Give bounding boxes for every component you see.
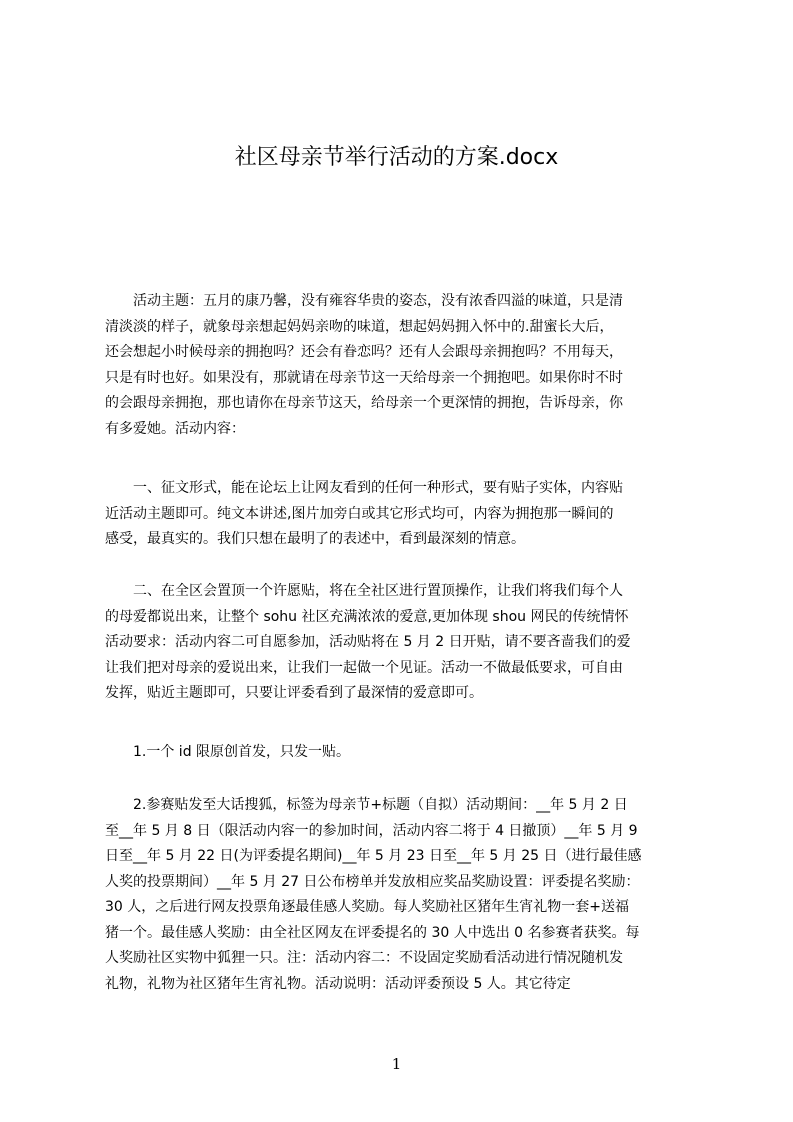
paragraph-line: 活动要求：活动内容二可自愿参加，活动贴将在 5 月 2 日开贴，请不要吝啬我们的爱	[105, 634, 631, 650]
paragraph-line: 清淡淡的样子，就象母亲想起妈妈亲吻的味道，想起妈妈拥入怀中的.甜蜜长大后，	[105, 318, 614, 335]
paragraph-line: 近活动主题即可。纯文本讲述,图片加旁白或其它形式均可，内容为拥抱那一瞬间的	[105, 505, 614, 522]
paragraph-line: 30 人，之后进行网友投票角逐最佳感人奖励。每人奖励社区猪年生宵礼物一套+送福	[105, 899, 629, 915]
paragraph-rule-two	[105, 793, 701, 997]
paragraph-line: 1.一个 id 限原创首发，只发一贴。	[105, 744, 351, 760]
paragraph-line: 猪一个。最佳感人奖励：由全社区网友在评委提名的 30 人中选出 0 名参赛者获奖。每	[105, 924, 640, 941]
page-number: 1	[391, 1055, 402, 1073]
paragraph-line: 人奖励社区实物中狐狸一只。注：活动内容二：不设固定奖励看活动进行情况随机发	[105, 950, 623, 966]
paragraph-line: 至__年 5 月 8 日（限活动内容一的参加时间，活动内容二将于 4 日撤顶）__年 5 月 9	[105, 822, 638, 839]
paragraph-line: 一、征文形式，能在论坛上让网友看到的任何一种形式，要有贴子实体，内容贴	[105, 480, 623, 496]
paragraph-line: 发挥，贴近主题即可，只要让评委看到了最深情的爱意即可。	[105, 685, 483, 701]
paragraph-line: 人奖的投票期间）__年 5 月 27 日公布榜单并发放相应奖品奖励设置：评委提名奖励：	[105, 873, 640, 890]
paragraph-line: 让我们把对母亲的爱说出来，让我们一起做一个见证。活动一不做最低要求，可自由	[105, 659, 623, 676]
paragraph-line: 2.参赛贴发至大话搜狐，标签为母亲节+标题（自拟）活动期间：__年 5 月 2 日	[105, 797, 628, 813]
paragraph-line: 活动主题：五月的康乃馨，没有雍容华贵的姿态，没有浓香四溢的味道，只是清	[105, 293, 623, 309]
paragraph-rule-one	[105, 740, 701, 766]
paragraph-line: 还会想起小时候母亲的拥抱吗？还会有眷恋吗？还有人会跟母亲拥抱吗？不用每天，	[105, 344, 623, 360]
paragraph-line: 的母爱都说出来，让整个 sohu 社区充满浓浓的爱意,更加体现 shou 网民的传统情怀	[105, 608, 629, 625]
paragraph-line: 日至__年 5 月 22 日(为评委提名期间)__年 5 月 23 日至__年 5 月 25 日（进行最佳感	[105, 848, 642, 864]
paragraph-line: 礼物，礼物为社区猪年生宵礼物。活动说明：活动评委预设 5 人。其它待定	[105, 975, 571, 992]
paragraph-line: 感受，最真实的。我们只想在最明了的表述中，看到最深刻的情意。	[105, 531, 525, 547]
paragraph-line: 的会跟母亲拥抱，那也请你在母亲节这天，给母亲一个更深情的拥抱，告诉母亲，你	[105, 395, 623, 411]
paragraph-wish-post	[105, 579, 701, 707]
paragraph-essay-form	[105, 476, 701, 553]
paragraph-line: 有多爱她。活动内容：	[105, 420, 245, 437]
paragraph-line: 只是有时也好。如果没有，那就请在母亲节这一天给母亲一个拥抱吧。如果你时不时	[105, 369, 623, 386]
paragraph-activity-theme	[105, 289, 701, 442]
paragraph-line: 二、在全区会置顶一个许愿贴，将在全社区进行置顶操作，让我们将我们每个人	[105, 583, 623, 599]
document-title: 社区母亲节举行活动的方案.docx	[234, 145, 559, 170]
